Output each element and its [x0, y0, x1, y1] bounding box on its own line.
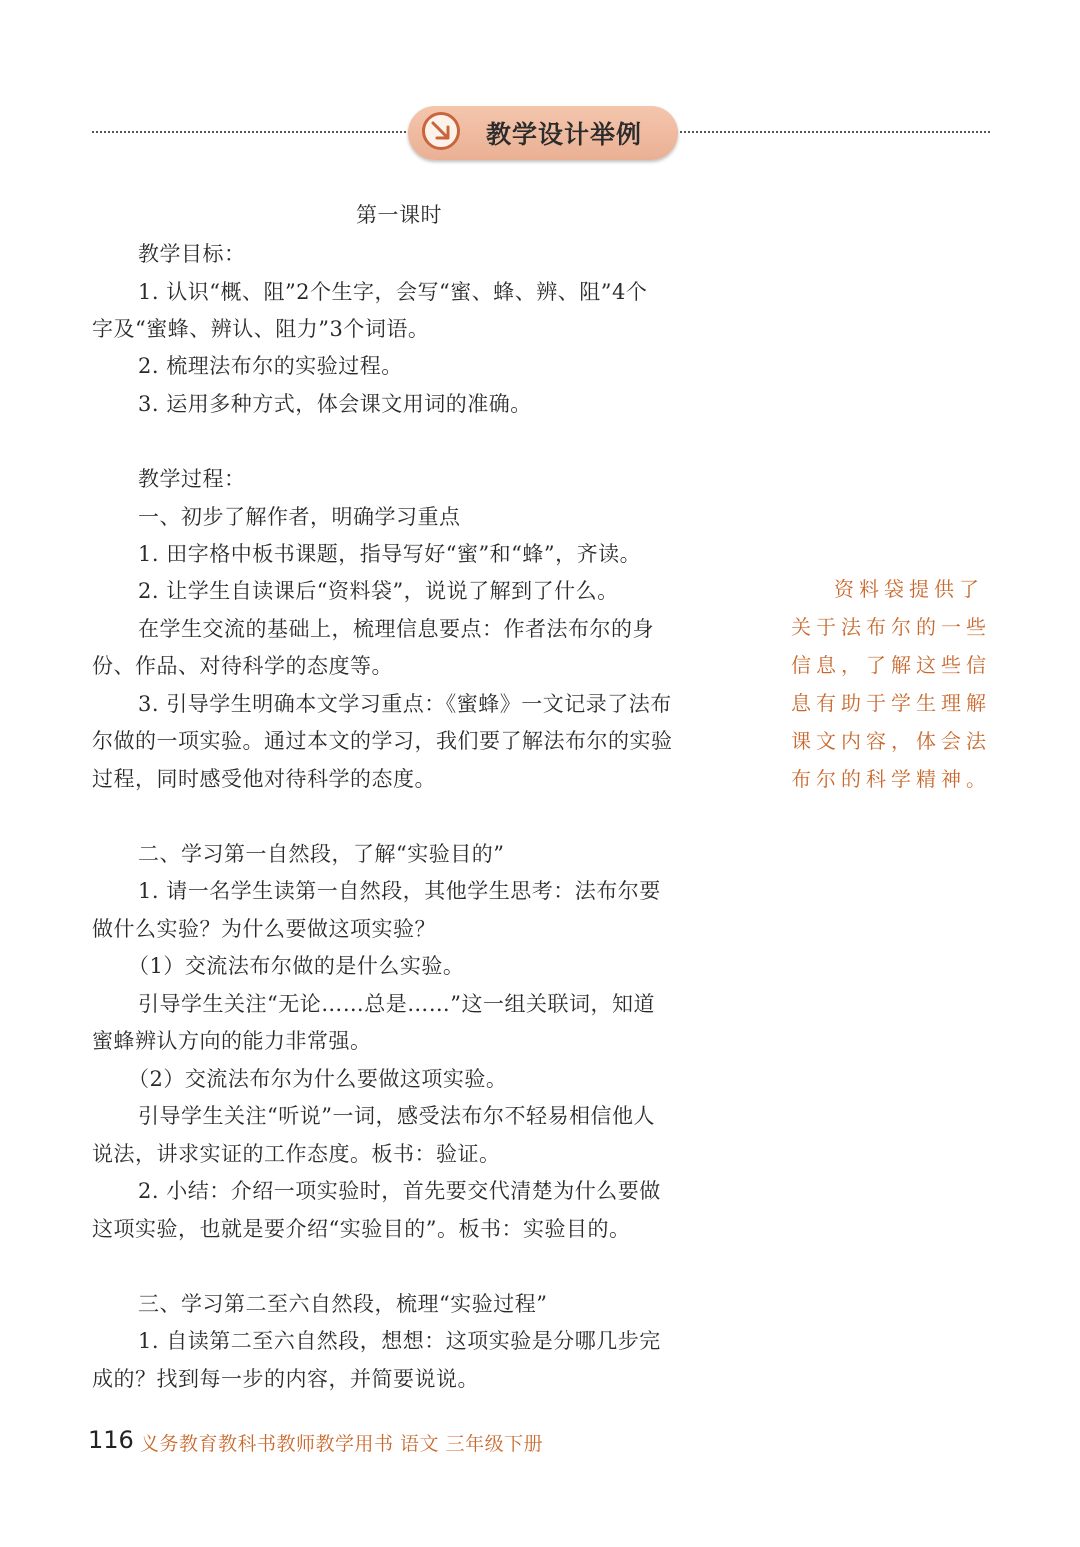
section-header-badge — [408, 106, 678, 160]
body-line: 2. 梳理法布尔的实验过程。 — [138, 354, 403, 378]
side-note-line: 布尔的科学精神。 — [791, 767, 991, 791]
body-line: 1. 请一名学生读第一自然段，其他学生思考：法布尔要 — [138, 879, 661, 903]
section-heading-2: 二、学习第一自然段，了解“实验目的” — [138, 842, 505, 866]
body-line: 过程，同时感受他对待科学的态度。 — [92, 767, 436, 791]
section-title: 教学设计举例 — [486, 120, 643, 149]
body-line: 1. 认识“概、阻”2个生字，会写“蜜、蜂、辨、阻”4个 — [138, 280, 648, 304]
section-heading-1: 一、初步了解作者，明确学习重点 — [138, 505, 461, 529]
process-heading: 教学过程： — [138, 467, 246, 491]
side-note-line: 资料袋提供了 — [834, 577, 984, 601]
objectives-heading: 教学目标： — [138, 242, 246, 266]
side-note-line: 课文内容，体会法 — [791, 729, 991, 753]
body-line: 这项实验，也就是要介绍“实验目的”。板书：实验目的。 — [92, 1217, 631, 1241]
header-divider-left — [92, 131, 410, 133]
footer-book-title: 义务教育教科书教师教学用书 语文 三年级下册 — [140, 1433, 544, 1455]
body-line: 成的？找到每一步的内容，并简要说说。 — [92, 1367, 479, 1391]
body-line: 份、作品、对待科学的态度等。 — [92, 654, 393, 678]
page-number: 116 — [88, 1426, 134, 1454]
body-line: 引导学生关注“听说”一词，感受法布尔不轻易相信他人 — [138, 1104, 655, 1128]
body-line: 尔做的一项实验。通过本文的学习，我们要了解法布尔的实验 — [92, 729, 673, 753]
body-line: 说法，讲求实证的工作态度。板书：验证。 — [92, 1142, 501, 1166]
body-line: 引导学生关注“无论……总是……”这一组关联词，知道 — [138, 992, 655, 1016]
body-line: 2. 让学生自读课后“资料袋”，说说了解到了什么。 — [138, 579, 619, 603]
body-line: 做什么实验？为什么要做这项实验？ — [92, 917, 436, 941]
body-line: 在学生交流的基础上，梳理信息要点：作者法布尔的身 — [138, 617, 654, 641]
body-line: （1）交流法布尔做的是什么实验。 — [128, 954, 465, 978]
header-divider-right — [676, 131, 990, 133]
lesson-title: 第一课时 — [356, 203, 442, 227]
side-note-line: 息有助于学生理解 — [791, 691, 991, 715]
body-line: 2. 小结：介绍一项实验时，首先要交代清楚为什么要做 — [138, 1179, 661, 1203]
side-note-line: 信息，了解这些信 — [791, 653, 991, 677]
body-line: （2）交流法布尔为什么要做这项实验。 — [128, 1067, 508, 1091]
body-line: 字及“蜜蜂、辨认、阻力”3个词语。 — [92, 317, 430, 341]
body-line: 3. 引导学生明确本文学习重点：《蜜蜂》一文记录了法布 — [138, 692, 672, 716]
arrow-down-right-icon — [422, 112, 460, 150]
body-line: 3. 运用多种方式，体会课文用词的准确。 — [138, 392, 532, 416]
body-line: 蜜蜂辨认方向的能力非常强。 — [92, 1029, 372, 1053]
body-line: 1. 田字格中板书课题，指导写好“蜜”和“蜂”，齐读。 — [138, 542, 642, 566]
side-note-line: 关于法布尔的一些 — [791, 615, 991, 639]
section-heading-3: 三、学习第二至六自然段，梳理“实验过程” — [138, 1292, 548, 1316]
body-line: 1. 自读第二至六自然段，想想：这项实验是分哪几步完 — [138, 1329, 661, 1353]
